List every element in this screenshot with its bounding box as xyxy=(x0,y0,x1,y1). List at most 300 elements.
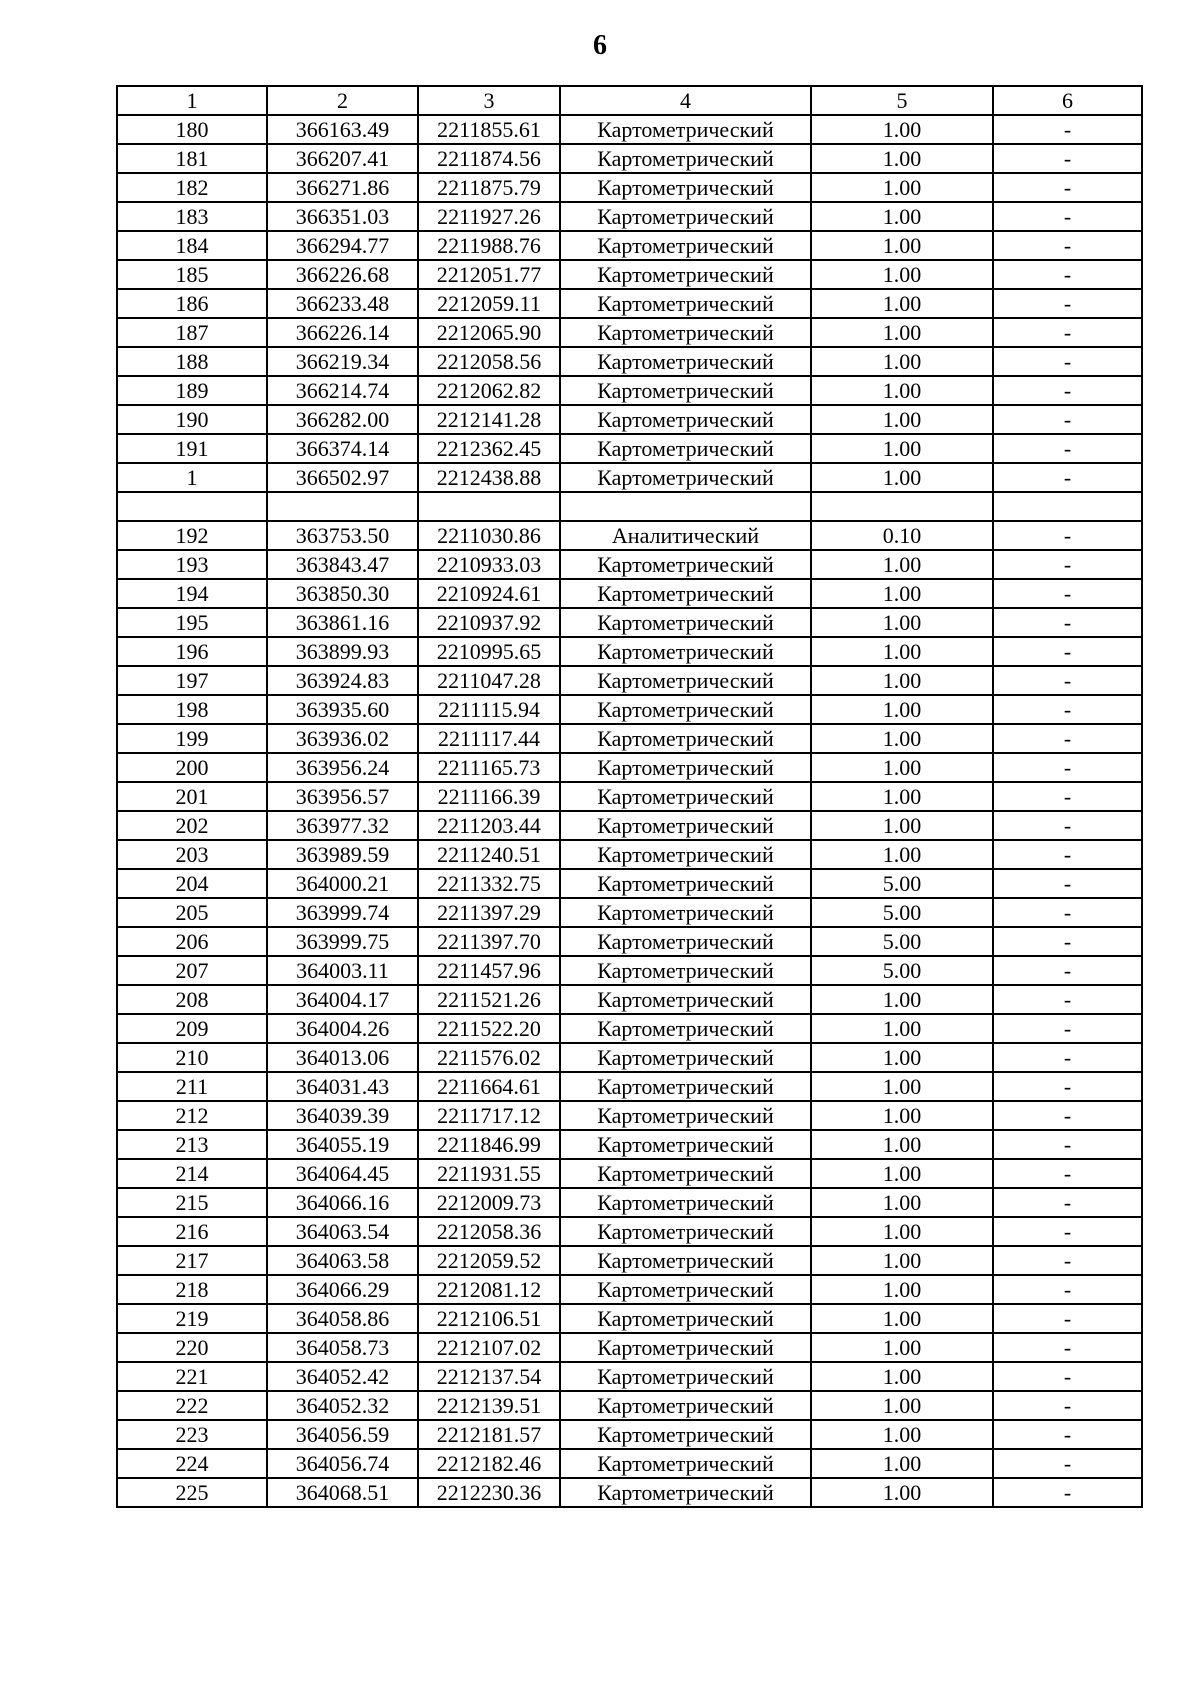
note-cell: - xyxy=(993,666,1142,695)
method-cell: Картометрический xyxy=(560,376,811,405)
note-cell: - xyxy=(993,173,1142,202)
accuracy-cell: 1.00 xyxy=(811,434,993,463)
point-number-cell: 222 xyxy=(117,1391,267,1420)
note-cell: - xyxy=(993,289,1142,318)
table-row xyxy=(117,1304,1142,1333)
x-coordinate-cell: 364068.51 xyxy=(267,1478,418,1507)
point-number-cell: 186 xyxy=(117,289,267,318)
x-coordinate-cell: 363899.93 xyxy=(267,637,418,666)
table-row xyxy=(117,173,1142,202)
note-cell: - xyxy=(993,144,1142,173)
y-coordinate-cell: 2210937.92 xyxy=(418,608,560,637)
note-cell: - xyxy=(993,695,1142,724)
method-cell: Картометрический xyxy=(560,666,811,695)
accuracy-cell: 1.00 xyxy=(811,1478,993,1507)
note-cell: - xyxy=(993,521,1142,550)
x-coordinate-cell: 366282.00 xyxy=(267,405,418,434)
table-row xyxy=(117,637,1142,666)
point-number-cell: 184 xyxy=(117,231,267,260)
point-number-cell xyxy=(117,492,267,521)
coordinates-table xyxy=(116,85,1143,1508)
accuracy-cell: 5.00 xyxy=(811,927,993,956)
method-cell: Картометрический xyxy=(560,144,811,173)
table-row xyxy=(117,492,1142,521)
method-cell: Картометрический xyxy=(560,1246,811,1275)
x-coordinate-cell: 363935.60 xyxy=(267,695,418,724)
method-cell: Картометрический xyxy=(560,550,811,579)
method-cell: Картометрический xyxy=(560,1072,811,1101)
x-coordinate-cell: 366226.14 xyxy=(267,318,418,347)
accuracy-cell: 1.00 xyxy=(811,840,993,869)
x-coordinate-cell: 364063.58 xyxy=(267,1246,418,1275)
note-cell: - xyxy=(993,753,1142,782)
table-row xyxy=(117,811,1142,840)
table-row xyxy=(117,1275,1142,1304)
point-number-cell: 181 xyxy=(117,144,267,173)
method-cell: Картометрический xyxy=(560,1101,811,1130)
table-row xyxy=(117,115,1142,144)
accuracy-cell: 1.00 xyxy=(811,579,993,608)
point-number-cell: 196 xyxy=(117,637,267,666)
note-cell: - xyxy=(993,1275,1142,1304)
x-coordinate-cell: 364000.21 xyxy=(267,869,418,898)
y-coordinate-cell xyxy=(418,492,560,521)
method-cell: Картометрический xyxy=(560,637,811,666)
x-coordinate-cell: 366351.03 xyxy=(267,202,418,231)
x-coordinate-cell: 364004.17 xyxy=(267,985,418,1014)
note-cell: - xyxy=(993,1159,1142,1188)
y-coordinate-cell: 2210933.03 xyxy=(418,550,560,579)
method-cell: Картометрический xyxy=(560,173,811,202)
column-header: 1 xyxy=(117,86,267,115)
accuracy-cell: 1.00 xyxy=(811,1275,993,1304)
note-cell: - xyxy=(993,1333,1142,1362)
column-header: 5 xyxy=(811,86,993,115)
method-cell: Картометрический xyxy=(560,782,811,811)
y-coordinate-cell: 2211397.29 xyxy=(418,898,560,927)
point-number-cell: 198 xyxy=(117,695,267,724)
accuracy-cell: 1.00 xyxy=(811,666,993,695)
y-coordinate-cell: 2212065.90 xyxy=(418,318,560,347)
table-row xyxy=(117,463,1142,492)
x-coordinate-cell: 363753.50 xyxy=(267,521,418,550)
accuracy-cell: 1.00 xyxy=(811,1188,993,1217)
y-coordinate-cell: 2212230.36 xyxy=(418,1478,560,1507)
accuracy-cell: 1.00 xyxy=(811,289,993,318)
note-cell: - xyxy=(993,1304,1142,1333)
accuracy-cell: 0.10 xyxy=(811,521,993,550)
point-number-cell: 182 xyxy=(117,173,267,202)
table-row xyxy=(117,434,1142,463)
method-cell xyxy=(560,492,811,521)
y-coordinate-cell: 2211165.73 xyxy=(418,753,560,782)
method-cell: Картометрический xyxy=(560,811,811,840)
y-coordinate-cell: 2212139.51 xyxy=(418,1391,560,1420)
method-cell: Картометрический xyxy=(560,289,811,318)
x-coordinate-cell: 364058.86 xyxy=(267,1304,418,1333)
method-cell: Картометрический xyxy=(560,463,811,492)
note-cell: - xyxy=(993,376,1142,405)
method-cell: Картометрический xyxy=(560,840,811,869)
accuracy-cell xyxy=(811,492,993,521)
x-coordinate-cell: 363843.47 xyxy=(267,550,418,579)
accuracy-cell: 1.00 xyxy=(811,782,993,811)
method-cell: Картометрический xyxy=(560,1304,811,1333)
method-cell: Картометрический xyxy=(560,1130,811,1159)
x-coordinate-cell: 363977.32 xyxy=(267,811,418,840)
column-header: 4 xyxy=(560,86,811,115)
y-coordinate-cell: 2212062.82 xyxy=(418,376,560,405)
table-row xyxy=(117,318,1142,347)
point-number-cell: 205 xyxy=(117,898,267,927)
y-coordinate-cell: 2212059.52 xyxy=(418,1246,560,1275)
accuracy-cell: 1.00 xyxy=(811,376,993,405)
note-cell: - xyxy=(993,1188,1142,1217)
note-cell: - xyxy=(993,956,1142,985)
point-number-cell: 219 xyxy=(117,1304,267,1333)
point-number-cell: 223 xyxy=(117,1420,267,1449)
table-row xyxy=(117,695,1142,724)
y-coordinate-cell: 2211931.55 xyxy=(418,1159,560,1188)
method-cell: Картометрический xyxy=(560,1420,811,1449)
x-coordinate-cell: 366207.41 xyxy=(267,144,418,173)
method-cell: Картометрический xyxy=(560,318,811,347)
method-cell: Картометрический xyxy=(560,1362,811,1391)
table-row xyxy=(117,1333,1142,1362)
accuracy-cell: 1.00 xyxy=(811,1246,993,1275)
x-coordinate-cell: 366226.68 xyxy=(267,260,418,289)
point-number-cell: 220 xyxy=(117,1333,267,1362)
x-coordinate-cell: 363936.02 xyxy=(267,724,418,753)
x-coordinate-cell: 366294.77 xyxy=(267,231,418,260)
method-cell: Картометрический xyxy=(560,1275,811,1304)
method-cell: Картометрический xyxy=(560,869,811,898)
column-header: 2 xyxy=(267,86,418,115)
table-header xyxy=(117,86,1142,115)
table-row xyxy=(117,1420,1142,1449)
point-number-cell: 214 xyxy=(117,1159,267,1188)
table-row xyxy=(117,1188,1142,1217)
table-body xyxy=(117,115,1142,1507)
table-row xyxy=(117,1130,1142,1159)
method-cell: Картометрический xyxy=(560,1478,811,1507)
y-coordinate-cell: 2211521.26 xyxy=(418,985,560,1014)
accuracy-cell: 5.00 xyxy=(811,869,993,898)
accuracy-cell: 1.00 xyxy=(811,115,993,144)
column-header: 3 xyxy=(418,86,560,115)
accuracy-cell: 1.00 xyxy=(811,1159,993,1188)
y-coordinate-cell: 2211664.61 xyxy=(418,1072,560,1101)
point-number-cell: 225 xyxy=(117,1478,267,1507)
accuracy-cell: 1.00 xyxy=(811,260,993,289)
table-row xyxy=(117,666,1142,695)
note-cell: - xyxy=(993,579,1142,608)
method-cell: Картометрический xyxy=(560,115,811,144)
point-number-cell: 209 xyxy=(117,1014,267,1043)
table-row xyxy=(117,927,1142,956)
x-coordinate-cell: 366219.34 xyxy=(267,347,418,376)
method-cell: Картометрический xyxy=(560,1159,811,1188)
table-row xyxy=(117,1478,1142,1507)
x-coordinate-cell: 363850.30 xyxy=(267,579,418,608)
table-row xyxy=(117,1391,1142,1420)
method-cell: Картометрический xyxy=(560,1188,811,1217)
y-coordinate-cell: 2212107.02 xyxy=(418,1333,560,1362)
method-cell: Картометрический xyxy=(560,347,811,376)
y-coordinate-cell: 2212051.77 xyxy=(418,260,560,289)
table-row xyxy=(117,1246,1142,1275)
note-cell: - xyxy=(993,608,1142,637)
note-cell: - xyxy=(993,840,1142,869)
point-number-cell: 213 xyxy=(117,1130,267,1159)
accuracy-cell: 1.00 xyxy=(811,405,993,434)
point-number-cell: 221 xyxy=(117,1362,267,1391)
point-number-cell: 197 xyxy=(117,666,267,695)
point-number-cell: 188 xyxy=(117,347,267,376)
x-coordinate-cell: 363999.74 xyxy=(267,898,418,927)
method-cell: Картометрический xyxy=(560,579,811,608)
note-cell: - xyxy=(993,1362,1142,1391)
accuracy-cell: 5.00 xyxy=(811,956,993,985)
note-cell: - xyxy=(993,260,1142,289)
x-coordinate-cell: 364031.43 xyxy=(267,1072,418,1101)
table-row xyxy=(117,1362,1142,1391)
table-row xyxy=(117,231,1142,260)
note-cell: - xyxy=(993,637,1142,666)
x-coordinate-cell: 364066.16 xyxy=(267,1188,418,1217)
x-coordinate-cell: 364056.74 xyxy=(267,1449,418,1478)
x-coordinate-cell: 366163.49 xyxy=(267,115,418,144)
y-coordinate-cell: 2212058.36 xyxy=(418,1217,560,1246)
note-cell: - xyxy=(993,1449,1142,1478)
note-cell: - xyxy=(993,463,1142,492)
table-row xyxy=(117,521,1142,550)
y-coordinate-cell: 2211522.20 xyxy=(418,1014,560,1043)
accuracy-cell: 1.00 xyxy=(811,1014,993,1043)
method-cell: Картометрический xyxy=(560,1043,811,1072)
point-number-cell: 190 xyxy=(117,405,267,434)
accuracy-cell: 1.00 xyxy=(811,347,993,376)
table-row xyxy=(117,347,1142,376)
point-number-cell: 210 xyxy=(117,1043,267,1072)
point-number-cell: 216 xyxy=(117,1217,267,1246)
point-number-cell: 201 xyxy=(117,782,267,811)
y-coordinate-cell: 2211397.70 xyxy=(418,927,560,956)
accuracy-cell: 1.00 xyxy=(811,1304,993,1333)
x-coordinate-cell: 363924.83 xyxy=(267,666,418,695)
point-number-cell: 192 xyxy=(117,521,267,550)
note-cell: - xyxy=(993,1014,1142,1043)
y-coordinate-cell: 2212058.56 xyxy=(418,347,560,376)
point-number-cell: 206 xyxy=(117,927,267,956)
table-row xyxy=(117,724,1142,753)
x-coordinate-cell: 364055.19 xyxy=(267,1130,418,1159)
accuracy-cell: 1.00 xyxy=(811,1072,993,1101)
table-row xyxy=(117,898,1142,927)
accuracy-cell: 1.00 xyxy=(811,1043,993,1072)
y-coordinate-cell: 2210924.61 xyxy=(418,579,560,608)
method-cell: Картометрический xyxy=(560,695,811,724)
x-coordinate-cell: 364052.42 xyxy=(267,1362,418,1391)
y-coordinate-cell: 2212362.45 xyxy=(418,434,560,463)
x-coordinate-cell: 364013.06 xyxy=(267,1043,418,1072)
table-row xyxy=(117,1159,1142,1188)
method-cell: Картометрический xyxy=(560,1449,811,1478)
accuracy-cell: 1.00 xyxy=(811,1130,993,1159)
note-cell: - xyxy=(993,347,1142,376)
point-number-cell: 202 xyxy=(117,811,267,840)
y-coordinate-cell: 2212181.57 xyxy=(418,1420,560,1449)
table-row xyxy=(117,579,1142,608)
method-cell: Картометрический xyxy=(560,1014,811,1043)
y-coordinate-cell: 2211332.75 xyxy=(418,869,560,898)
y-coordinate-cell: 2212438.88 xyxy=(418,463,560,492)
x-coordinate-cell: 366233.48 xyxy=(267,289,418,318)
note-cell: - xyxy=(993,782,1142,811)
table-row xyxy=(117,144,1142,173)
method-cell: Картометрический xyxy=(560,1217,811,1246)
y-coordinate-cell: 2211927.26 xyxy=(418,202,560,231)
table-row xyxy=(117,1014,1142,1043)
method-cell: Картометрический xyxy=(560,898,811,927)
point-number-cell: 207 xyxy=(117,956,267,985)
method-cell: Аналитический xyxy=(560,521,811,550)
x-coordinate-cell: 364039.39 xyxy=(267,1101,418,1130)
point-number-cell: 224 xyxy=(117,1449,267,1478)
method-cell: Картометрический xyxy=(560,202,811,231)
y-coordinate-cell: 2211203.44 xyxy=(418,811,560,840)
accuracy-cell: 1.00 xyxy=(811,1420,993,1449)
y-coordinate-cell: 2211457.96 xyxy=(418,956,560,985)
note-cell: - xyxy=(993,434,1142,463)
x-coordinate-cell: 366271.86 xyxy=(267,173,418,202)
accuracy-cell: 1.00 xyxy=(811,695,993,724)
note-cell: - xyxy=(993,724,1142,753)
table-row xyxy=(117,753,1142,782)
header-row xyxy=(117,86,1142,115)
point-number-cell: 212 xyxy=(117,1101,267,1130)
y-coordinate-cell: 2212106.51 xyxy=(418,1304,560,1333)
table-row xyxy=(117,405,1142,434)
method-cell: Картометрический xyxy=(560,608,811,637)
table-row xyxy=(117,376,1142,405)
method-cell: Картометрический xyxy=(560,434,811,463)
y-coordinate-cell: 2211874.56 xyxy=(418,144,560,173)
note-cell: - xyxy=(993,202,1142,231)
y-coordinate-cell: 2210995.65 xyxy=(418,637,560,666)
note-cell: - xyxy=(993,550,1142,579)
point-number-cell: 200 xyxy=(117,753,267,782)
y-coordinate-cell: 2212059.11 xyxy=(418,289,560,318)
point-number-cell: 199 xyxy=(117,724,267,753)
note-cell: - xyxy=(993,1478,1142,1507)
method-cell: Картометрический xyxy=(560,405,811,434)
accuracy-cell: 1.00 xyxy=(811,1449,993,1478)
x-coordinate-cell: 366214.74 xyxy=(267,376,418,405)
note-cell: - xyxy=(993,985,1142,1014)
point-number-cell: 191 xyxy=(117,434,267,463)
note-cell: - xyxy=(993,318,1142,347)
point-number-cell: 187 xyxy=(117,318,267,347)
method-cell: Картометрический xyxy=(560,985,811,1014)
accuracy-cell: 1.00 xyxy=(811,173,993,202)
point-number-cell: 204 xyxy=(117,869,267,898)
x-coordinate-cell: 366502.97 xyxy=(267,463,418,492)
note-cell xyxy=(993,492,1142,521)
note-cell: - xyxy=(993,115,1142,144)
note-cell: - xyxy=(993,1072,1142,1101)
page-number: 6 xyxy=(593,30,607,61)
x-coordinate-cell: 364056.59 xyxy=(267,1420,418,1449)
y-coordinate-cell: 2211988.76 xyxy=(418,231,560,260)
y-coordinate-cell: 2211855.61 xyxy=(418,115,560,144)
y-coordinate-cell: 2211047.28 xyxy=(418,666,560,695)
note-cell: - xyxy=(993,1391,1142,1420)
point-number-cell: 195 xyxy=(117,608,267,637)
point-number-cell: 218 xyxy=(117,1275,267,1304)
y-coordinate-cell: 2211717.12 xyxy=(418,1101,560,1130)
accuracy-cell: 1.00 xyxy=(811,231,993,260)
y-coordinate-cell: 2212009.73 xyxy=(418,1188,560,1217)
table-row xyxy=(117,1072,1142,1101)
accuracy-cell: 1.00 xyxy=(811,318,993,347)
x-coordinate-cell: 363956.57 xyxy=(267,782,418,811)
accuracy-cell: 1.00 xyxy=(811,637,993,666)
table-row xyxy=(117,956,1142,985)
accuracy-cell: 1.00 xyxy=(811,1333,993,1362)
point-number-cell: 180 xyxy=(117,115,267,144)
accuracy-cell: 1.00 xyxy=(811,608,993,637)
accuracy-cell: 1.00 xyxy=(811,144,993,173)
accuracy-cell: 1.00 xyxy=(811,985,993,1014)
method-cell: Картометрический xyxy=(560,753,811,782)
table-row xyxy=(117,1217,1142,1246)
accuracy-cell: 1.00 xyxy=(811,550,993,579)
point-number-cell: 193 xyxy=(117,550,267,579)
table-row xyxy=(117,985,1142,1014)
note-cell: - xyxy=(993,1101,1142,1130)
y-coordinate-cell: 2211030.86 xyxy=(418,521,560,550)
note-cell: - xyxy=(993,1043,1142,1072)
x-coordinate-cell: 366374.14 xyxy=(267,434,418,463)
method-cell: Картометрический xyxy=(560,927,811,956)
y-coordinate-cell: 2212137.54 xyxy=(418,1362,560,1391)
table-row xyxy=(117,608,1142,637)
point-number-cell: 189 xyxy=(117,376,267,405)
table-row xyxy=(117,1101,1142,1130)
note-cell: - xyxy=(993,1420,1142,1449)
note-cell: - xyxy=(993,1217,1142,1246)
accuracy-cell: 1.00 xyxy=(811,753,993,782)
x-coordinate-cell: 363861.16 xyxy=(267,608,418,637)
table-row xyxy=(117,1043,1142,1072)
accuracy-cell: 1.00 xyxy=(811,463,993,492)
point-number-cell: 1 xyxy=(117,463,267,492)
accuracy-cell: 1.00 xyxy=(811,1391,993,1420)
note-cell: - xyxy=(993,405,1142,434)
table-row xyxy=(117,1449,1142,1478)
table-row xyxy=(117,289,1142,318)
x-coordinate-cell: 364064.45 xyxy=(267,1159,418,1188)
method-cell: Картометрический xyxy=(560,1391,811,1420)
accuracy-cell: 1.00 xyxy=(811,1362,993,1391)
x-coordinate-cell xyxy=(267,492,418,521)
accuracy-cell: 1.00 xyxy=(811,1217,993,1246)
x-coordinate-cell: 364003.11 xyxy=(267,956,418,985)
method-cell: Картометрический xyxy=(560,260,811,289)
x-coordinate-cell: 363956.24 xyxy=(267,753,418,782)
accuracy-cell: 1.00 xyxy=(811,202,993,231)
